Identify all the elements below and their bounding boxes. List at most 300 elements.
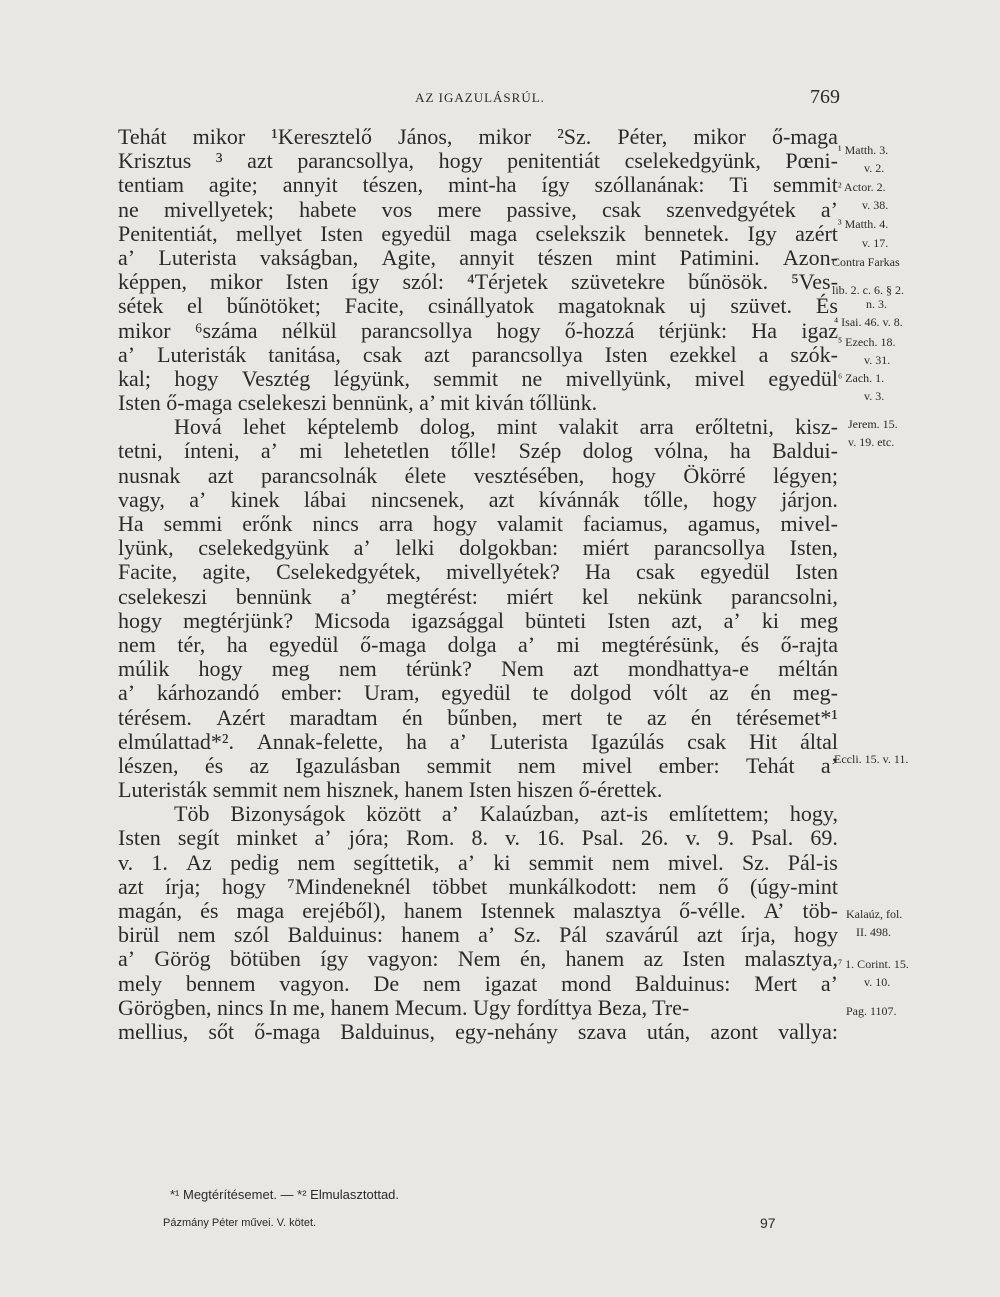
word: Ha	[585, 559, 611, 585]
word: Azért	[216, 704, 266, 730]
text-line	[118, 730, 838, 754]
word: vagy,	[118, 486, 165, 512]
margin-reference: Jerem. 15.	[848, 417, 898, 431]
word: Balduinus,	[340, 1018, 435, 1044]
word: csak	[687, 728, 727, 754]
word: mikor	[210, 269, 263, 295]
word: a’	[118, 341, 136, 367]
word: ²Sz.	[557, 124, 592, 149]
margin-reference: lib. 2. c. 6. § 2.	[832, 283, 904, 297]
word: parancsollya	[361, 317, 473, 343]
word: a’	[820, 752, 838, 778]
word: így	[351, 269, 380, 295]
word: írja,	[740, 922, 776, 948]
word: vakságban,	[259, 244, 359, 270]
word: dolog	[582, 438, 633, 464]
word: mint	[615, 244, 657, 270]
word: Isten	[118, 825, 161, 851]
word: cselekedgyünk,	[624, 148, 761, 174]
word: nélkül	[281, 317, 337, 343]
text-line	[118, 415, 838, 439]
word: (úgy-mint	[749, 873, 838, 899]
word: Facite,	[118, 559, 178, 585]
word: és	[740, 631, 760, 657]
word: térünk?	[405, 656, 472, 682]
margin-reference: ³ Matth. 4.	[838, 217, 889, 231]
word: meg	[271, 656, 310, 682]
word: Bizonyságok	[230, 801, 346, 827]
word: szavárúl	[605, 922, 679, 948]
word: csinállyatok	[427, 293, 535, 319]
word: hogy,	[789, 801, 838, 827]
text-line	[118, 875, 838, 899]
word: magán,	[118, 898, 183, 923]
word: szüvetekre	[571, 269, 666, 295]
text-line	[118, 802, 838, 826]
word: a’	[723, 607, 741, 633]
word: meg-	[792, 680, 838, 706]
word: azt	[207, 462, 234, 488]
margin-reference: II. 498.	[856, 925, 891, 939]
word: szüvet.	[730, 293, 793, 319]
word: mikor	[693, 124, 746, 149]
word: kisz-	[795, 414, 838, 440]
word: írja;	[165, 873, 201, 899]
margin-reference: ⁵ Ezech. 18.	[838, 335, 896, 349]
word: kárhozandó	[156, 680, 260, 706]
margin-reference: ⁶ Zach. 1.	[838, 371, 885, 385]
word: ő-hozzá	[564, 317, 635, 343]
text-line	[118, 125, 838, 149]
page-number: 769	[810, 86, 840, 108]
word: Baldui-	[771, 438, 838, 464]
word: azért	[795, 220, 838, 246]
word: nusnak	[118, 462, 181, 488]
word: ne	[118, 196, 139, 222]
word: én	[690, 704, 712, 730]
word: te	[532, 680, 549, 706]
word: Annak-felette,	[256, 728, 384, 754]
word: igazsággal	[411, 607, 505, 633]
word: csak	[601, 196, 642, 222]
word: lehet	[242, 414, 286, 440]
margin-reference: v. 3.	[864, 389, 885, 403]
word: mi	[556, 631, 580, 657]
word: Rom.	[406, 825, 455, 851]
word: Ha	[118, 511, 144, 536]
word: az	[249, 752, 270, 778]
word: Görög	[154, 946, 211, 972]
word: Isten	[604, 341, 648, 367]
word: agite,	[202, 559, 251, 585]
word: Kalaúzban,	[479, 801, 580, 827]
word: hogy	[438, 148, 483, 174]
word: tőlle,	[643, 486, 689, 512]
word: egyedül	[441, 680, 511, 706]
word: egyedül	[381, 220, 452, 246]
word: szava	[577, 1018, 627, 1044]
word: nincs	[312, 511, 359, 536]
footnote: *¹ Megtérítésemet. — *² Elmulasztottad.	[170, 1187, 400, 1202]
word: légyünk,	[333, 365, 410, 391]
word: Pál-is	[787, 849, 838, 875]
word: ne	[521, 365, 543, 391]
word: töb-	[802, 898, 838, 923]
word: ő	[717, 873, 729, 899]
word: arra	[378, 511, 413, 536]
word: én	[750, 680, 772, 706]
word: vos	[381, 196, 413, 222]
word: nem	[611, 849, 650, 875]
word: mere	[437, 196, 482, 222]
word: ő-maga	[771, 124, 838, 149]
word: maga	[469, 220, 518, 246]
word: mi	[299, 438, 323, 464]
word: Sz.	[741, 849, 770, 875]
word: megtérést:	[386, 583, 478, 609]
word: cselekedgyünk	[198, 535, 329, 561]
word: bennetek.	[644, 220, 730, 246]
margin-reference: Kalaúz, fol.	[846, 907, 903, 921]
word: 16.	[537, 825, 565, 851]
word: képpen,	[118, 269, 188, 295]
word: A’	[763, 898, 785, 923]
word: a’	[118, 244, 136, 270]
word: Nem	[501, 656, 544, 682]
word: Facite,	[344, 293, 404, 319]
word: kal;	[118, 365, 151, 391]
word: ha	[729, 438, 751, 464]
margin-reference: v. 31.	[864, 353, 891, 367]
margin-reference: v. 2.	[864, 161, 885, 175]
word: mivel	[582, 752, 633, 778]
word: térjünk:	[658, 317, 728, 343]
word: birül	[118, 922, 160, 948]
text-line	[118, 536, 838, 560]
word: egy-nehány	[455, 1018, 558, 1044]
word: vagyon.	[279, 970, 350, 996]
word: tőlle!	[450, 438, 498, 464]
word: Isten	[285, 269, 329, 295]
word: Krisztus	[118, 148, 192, 174]
word: mivellyünk,	[565, 365, 672, 391]
word: kel	[581, 583, 609, 609]
word: lelki	[395, 535, 435, 561]
text-line	[118, 367, 838, 391]
word: nem	[517, 752, 556, 778]
word: annyit	[282, 172, 338, 198]
word: ha	[226, 631, 248, 657]
body-text	[118, 125, 838, 1044]
line-text: Isten ő-maga cselekeszi bennünk, a’ mit kiván tőllünk.	[118, 390, 598, 416]
word: által	[800, 728, 838, 754]
word: semmit	[528, 849, 594, 875]
word: semmi	[163, 511, 223, 536]
word: agite;	[208, 172, 258, 198]
word: Isten	[682, 946, 726, 972]
word: ¹Keresztelő	[271, 124, 372, 149]
word: a’	[314, 825, 332, 851]
word: nekünk	[637, 583, 703, 609]
word: mellius,	[118, 1018, 189, 1044]
text-line	[118, 488, 838, 512]
word: ő-maga	[254, 1018, 321, 1044]
word: ki	[761, 607, 779, 633]
word: Isten	[320, 220, 364, 246]
word: vólt	[653, 680, 688, 706]
word: Hová	[174, 414, 222, 440]
word: egyedül	[268, 631, 339, 657]
word: nem	[118, 631, 156, 657]
word: dolog,	[419, 414, 476, 440]
word: képtelemb	[306, 414, 399, 440]
text-line	[118, 246, 838, 270]
text-line	[118, 826, 838, 850]
text-line	[118, 972, 838, 996]
margin-reference: v. 17.	[862, 236, 889, 250]
word: 9.	[717, 825, 735, 851]
word: mivel	[694, 365, 745, 391]
running-title: AZ IGAZULÁSRÚL.	[415, 90, 545, 105]
text-line	[118, 464, 838, 488]
word: 26.	[640, 825, 669, 851]
word: parancsollya	[471, 341, 583, 367]
word: csak	[362, 341, 402, 367]
word: bünteti	[525, 607, 587, 633]
word: tetni,	[118, 438, 163, 464]
word: között	[366, 801, 422, 827]
word: hogy	[793, 922, 838, 948]
word: semmit	[426, 752, 492, 778]
text-line	[118, 222, 838, 246]
word: a’	[353, 535, 371, 561]
word: lészen,	[118, 752, 179, 778]
word: Ökörré	[683, 462, 746, 488]
word: után,	[646, 1018, 691, 1044]
footer-signature: Pázmány Péter művei. V. kötet.	[163, 1217, 317, 1229]
text-line	[118, 391, 838, 415]
word: azt	[697, 922, 723, 948]
word: meg	[800, 607, 838, 633]
word: szóllanának:	[594, 172, 705, 198]
word: ő-rajta	[780, 631, 838, 657]
word: Luterista	[158, 244, 237, 270]
word: 8.	[471, 825, 488, 851]
line-text: Görögben, nincs In me, hanem Mecum. Ugy fordíttya Beza, Tre-	[118, 994, 690, 1020]
word: passive,	[506, 196, 577, 222]
word: valakit	[558, 414, 619, 440]
word: Agite,	[381, 244, 436, 270]
word: 69.	[810, 825, 838, 851]
word: Ti	[729, 172, 749, 198]
word: a’	[820, 196, 838, 222]
word: Patimini.	[679, 244, 760, 270]
word: Töb	[174, 801, 210, 827]
word: egyedül	[700, 559, 770, 585]
word: bűnötöket;	[226, 293, 321, 319]
word: nem	[658, 873, 697, 899]
word: Balduinus:	[635, 970, 731, 996]
word: Mert	[754, 970, 797, 996]
word: jóra;	[348, 825, 390, 851]
word: parancsolni,	[731, 583, 838, 609]
word: arra	[639, 414, 674, 440]
text-line	[118, 923, 838, 947]
word: nincsenek,	[370, 486, 465, 512]
word: és	[200, 898, 219, 923]
word: a’	[820, 970, 838, 996]
word: Cselekedgyétek,	[276, 559, 421, 585]
word: tanitása,	[268, 341, 341, 367]
word: parancsolnák	[261, 462, 378, 488]
word: mint-ha	[448, 172, 517, 198]
text-line	[118, 681, 838, 705]
word: azt	[488, 486, 515, 512]
text-line	[118, 149, 838, 173]
word: ⁵Ves-	[791, 269, 838, 295]
word: Sz.	[513, 922, 541, 948]
word: maradtam	[289, 704, 378, 730]
margin-reference: Pag. 1107.	[846, 1004, 897, 1018]
word: ⁷Mindeneknél	[287, 873, 411, 899]
word: penitentiát	[507, 148, 601, 174]
text-line	[118, 657, 838, 681]
word: múlik	[118, 656, 170, 682]
word: Luteristák	[157, 341, 247, 367]
margin-reference: n. 3.	[866, 297, 887, 311]
word: mellyet	[235, 220, 302, 246]
word: János,	[398, 124, 453, 149]
word: mint	[496, 414, 538, 440]
word: Isten	[795, 559, 838, 585]
word: erejéből),	[302, 898, 386, 923]
margin-reference: v. 38.	[862, 198, 889, 212]
word: tészen,	[362, 172, 424, 198]
word: segíttetik,	[353, 849, 440, 875]
word: pedig	[230, 849, 280, 875]
word: Igy	[747, 220, 777, 246]
word: vagyon:	[367, 946, 439, 972]
word: Psal.	[751, 825, 794, 851]
word: munkálkodott:	[508, 873, 637, 899]
text-line	[118, 996, 838, 1020]
word: dolgod	[570, 680, 632, 706]
word: lábai	[303, 486, 347, 512]
word: ember:	[281, 680, 343, 706]
word: kinek	[230, 486, 280, 512]
text-line	[118, 899, 838, 923]
word: a’	[118, 680, 136, 706]
word: vesztésében,	[473, 462, 585, 488]
word: hogy	[198, 656, 243, 682]
word: és	[204, 752, 224, 778]
text-line	[118, 198, 838, 222]
word: te	[606, 704, 623, 730]
word: Igazúlás	[590, 728, 665, 754]
word: cselekeszi	[118, 583, 208, 609]
margin-reference: ² Actor. 2.	[838, 180, 886, 194]
word: Ha	[751, 317, 778, 343]
word: miért	[582, 535, 630, 561]
word: malasztya,	[744, 946, 838, 972]
word: a’	[189, 486, 207, 512]
word: agamus,	[687, 511, 761, 536]
word: a’	[449, 728, 467, 754]
word: vólna,	[654, 438, 709, 464]
text-line	[118, 270, 838, 294]
word: én	[402, 704, 423, 730]
word: hogy	[221, 873, 266, 899]
word: Azon-	[782, 244, 838, 270]
word: ő-maga	[360, 631, 427, 657]
word: nem	[297, 849, 336, 875]
word: segít	[177, 825, 220, 851]
word: én,	[519, 946, 547, 972]
word: Pál	[559, 922, 588, 948]
margin-reference: Eccli. 15. v. 11.	[834, 752, 909, 766]
word: v.	[504, 825, 521, 851]
word: parancsollya	[653, 535, 766, 561]
word: annyit	[459, 244, 515, 270]
word: járjon.	[781, 486, 838, 512]
word: a’	[340, 583, 358, 609]
word: mikor	[118, 317, 171, 343]
word: uj	[689, 293, 707, 319]
word: Vesztég	[241, 365, 311, 391]
running-header	[120, 86, 840, 112]
word: Tehát	[746, 752, 795, 778]
word: mert	[541, 704, 583, 730]
word: szók-	[790, 341, 838, 367]
word: hanem	[565, 946, 625, 972]
word: azt	[118, 873, 144, 899]
word: bűnösök.	[688, 269, 769, 295]
word: valamit	[496, 511, 563, 536]
word: méltán	[778, 656, 838, 682]
word: egyedül	[768, 365, 838, 391]
word: v.	[118, 849, 134, 875]
word: Hit	[749, 728, 778, 754]
word: ezekkel	[669, 341, 737, 367]
word: kívánnák	[538, 486, 620, 512]
word: vallya:	[778, 1018, 838, 1044]
word: tentiam	[118, 172, 184, 198]
word: Tehát	[118, 124, 167, 149]
word: nem	[338, 656, 377, 682]
word: így	[541, 172, 570, 198]
word: Psal.	[581, 825, 624, 851]
word: sétek	[118, 293, 164, 319]
word: szól:	[402, 269, 445, 295]
word: nem	[177, 922, 216, 948]
word: Isten,	[789, 535, 838, 561]
word: Igazulásban	[295, 752, 401, 778]
word: Az	[186, 849, 212, 875]
word: térésem.	[118, 704, 192, 730]
word: lehetetlen	[343, 438, 430, 464]
word: Luterista	[489, 728, 569, 754]
text-line	[118, 633, 838, 657]
word: térésemet*¹	[736, 704, 838, 730]
word: 1.	[151, 849, 168, 875]
word: dolga	[447, 631, 497, 657]
word: szenvedgyétek	[666, 196, 796, 222]
text-line	[118, 778, 838, 802]
word: el	[187, 293, 203, 319]
word: csak	[635, 559, 676, 585]
word: elmúlattad*².	[118, 728, 234, 754]
word: mond	[561, 970, 612, 996]
